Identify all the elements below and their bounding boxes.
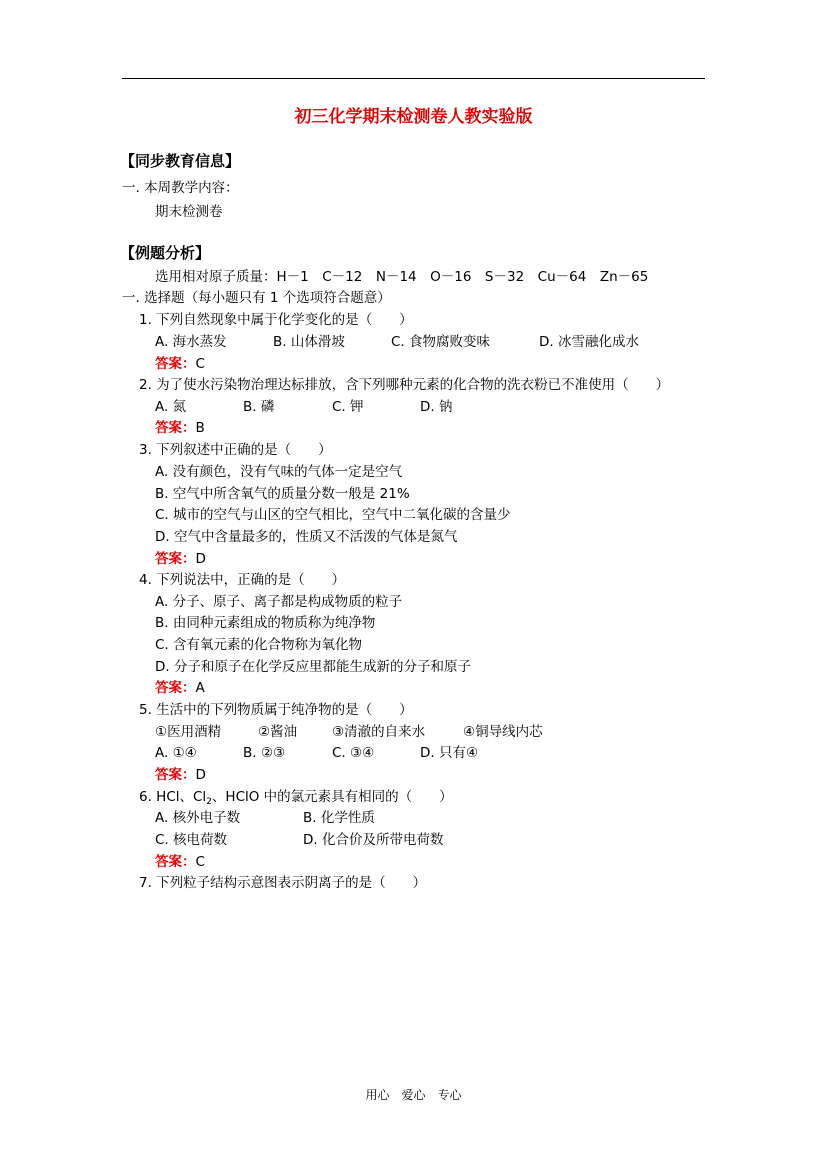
answer-value: B — [195, 420, 205, 436]
option: A. 分子、原子、离子都是构成物质的粒子 — [155, 594, 403, 610]
option: D. 冰雪融化成水 — [539, 334, 639, 350]
answer-label: 答案： — [155, 767, 196, 783]
answer-label: 答案： — [155, 420, 196, 436]
section-heading-sync: 【同步教育信息】 — [120, 152, 241, 170]
option: B. 磷 — [243, 399, 275, 415]
footer-word: 专心 — [437, 1088, 462, 1102]
option: B. 空气中所含氧气的质量分数一般是 21% — [155, 486, 410, 502]
answer-label: 答案： — [155, 356, 196, 372]
item: ②酱油 — [258, 724, 298, 740]
section-heading-examples: 【例题分析】 — [120, 244, 211, 262]
item: ④铜导线内芯 — [463, 724, 543, 740]
answer-line — [155, 419, 205, 437]
answer-value: A — [195, 680, 205, 696]
option: A. 没有颜色，没有气味的气体一定是空气 — [155, 464, 403, 480]
stem-subscript: 2 — [206, 797, 212, 807]
answer-line — [155, 679, 205, 697]
answer-value: C — [195, 356, 205, 372]
answer-value: D — [195, 551, 206, 567]
week-content-label: 一. 本周教学内容： — [122, 180, 239, 196]
header-rule — [122, 78, 705, 79]
page-title: 初三化学期末检测卷人教实验版 — [294, 107, 533, 127]
option-list — [155, 831, 443, 849]
footer-word: 爱心 — [401, 1088, 426, 1102]
question-stem: 4. 下列说法中，正确的是（ ） — [139, 572, 346, 588]
week-content-text: 期末检测卷 — [155, 204, 223, 220]
page-footer — [0, 1086, 827, 1103]
item-list — [155, 723, 543, 741]
option: A. ①④ — [155, 745, 197, 761]
option: A. 核外电子数 — [155, 810, 241, 826]
option: B. 化学性质 — [303, 810, 375, 826]
stem-part: 6. HCl、Cl — [139, 789, 207, 805]
option: C. 核电荷数 — [155, 832, 228, 848]
option: A. 海水蒸发 — [155, 334, 227, 350]
option-list — [155, 398, 452, 416]
answer-label: 答案： — [155, 680, 196, 696]
part-title: 一. 选择题（每小题只有 1 个选项符合题意） — [122, 290, 391, 306]
question-stem — [139, 788, 453, 811]
answer-line — [155, 355, 205, 373]
answer-line — [155, 550, 206, 568]
option: B. 山体滑坡 — [273, 334, 345, 350]
option-list — [155, 809, 375, 827]
option: C. 钾 — [332, 399, 364, 415]
option: D. 钠 — [420, 399, 453, 415]
option: C. 食物腐败变味 — [391, 334, 491, 350]
item: ①医用酒精 — [155, 724, 222, 740]
question-stem: 1. 下列自然现象中属于化学变化的是（ ） — [139, 312, 413, 328]
option: B. 由同种元素组成的物质称为纯净物 — [155, 615, 376, 631]
question-stem: 2. 为了使水污染物治理达标排放，含下列哪种元素的化合物的洗衣粉已不准使用（ ） — [139, 377, 670, 393]
item: ③清澈的自来水 — [332, 724, 426, 740]
option: C. ③④ — [332, 745, 375, 761]
answer-line — [155, 766, 206, 784]
question-stem: 5. 生活中的下列物质属于纯净物的是（ ） — [139, 702, 413, 718]
option: C. 城市的空气与山区的空气相比，空气中二氧化碳的含量少 — [155, 507, 511, 523]
answer-label: 答案： — [155, 854, 196, 870]
option: D. 空气中含量最多的，性质又不活泼的气体是氮气 — [155, 529, 458, 545]
option: D. 分子和原子在化学反应里都能生成新的分子和原子 — [155, 659, 471, 675]
option: D. 化合价及所带电荷数 — [303, 832, 444, 848]
option: A. 氮 — [155, 399, 187, 415]
stem-part: 、HClO 中的氯元素具有相同的（ ） — [211, 789, 453, 805]
answer-label: 答案： — [155, 551, 196, 567]
question-stem: 7. 下列粒子结构示意图表示阴离子的是（ ） — [139, 875, 427, 891]
option-list — [155, 333, 639, 351]
option: B. ②③ — [243, 745, 286, 761]
option: D. 只有④ — [420, 745, 479, 761]
option-list — [155, 744, 478, 762]
option: C. 含有氧元素的化合物称为氧化物 — [155, 637, 363, 653]
answer-line — [155, 853, 205, 871]
answer-value: D — [195, 767, 206, 783]
question-stem: 3. 下列叙述中正确的是（ ） — [139, 442, 332, 458]
answer-value: C — [195, 854, 205, 870]
atomic-masses: 选用相对原子质量：H－1 C－12 N－14 O－16 S－32 Cu－64 Zn－65 — [155, 269, 649, 285]
footer-word: 用心 — [365, 1088, 390, 1102]
